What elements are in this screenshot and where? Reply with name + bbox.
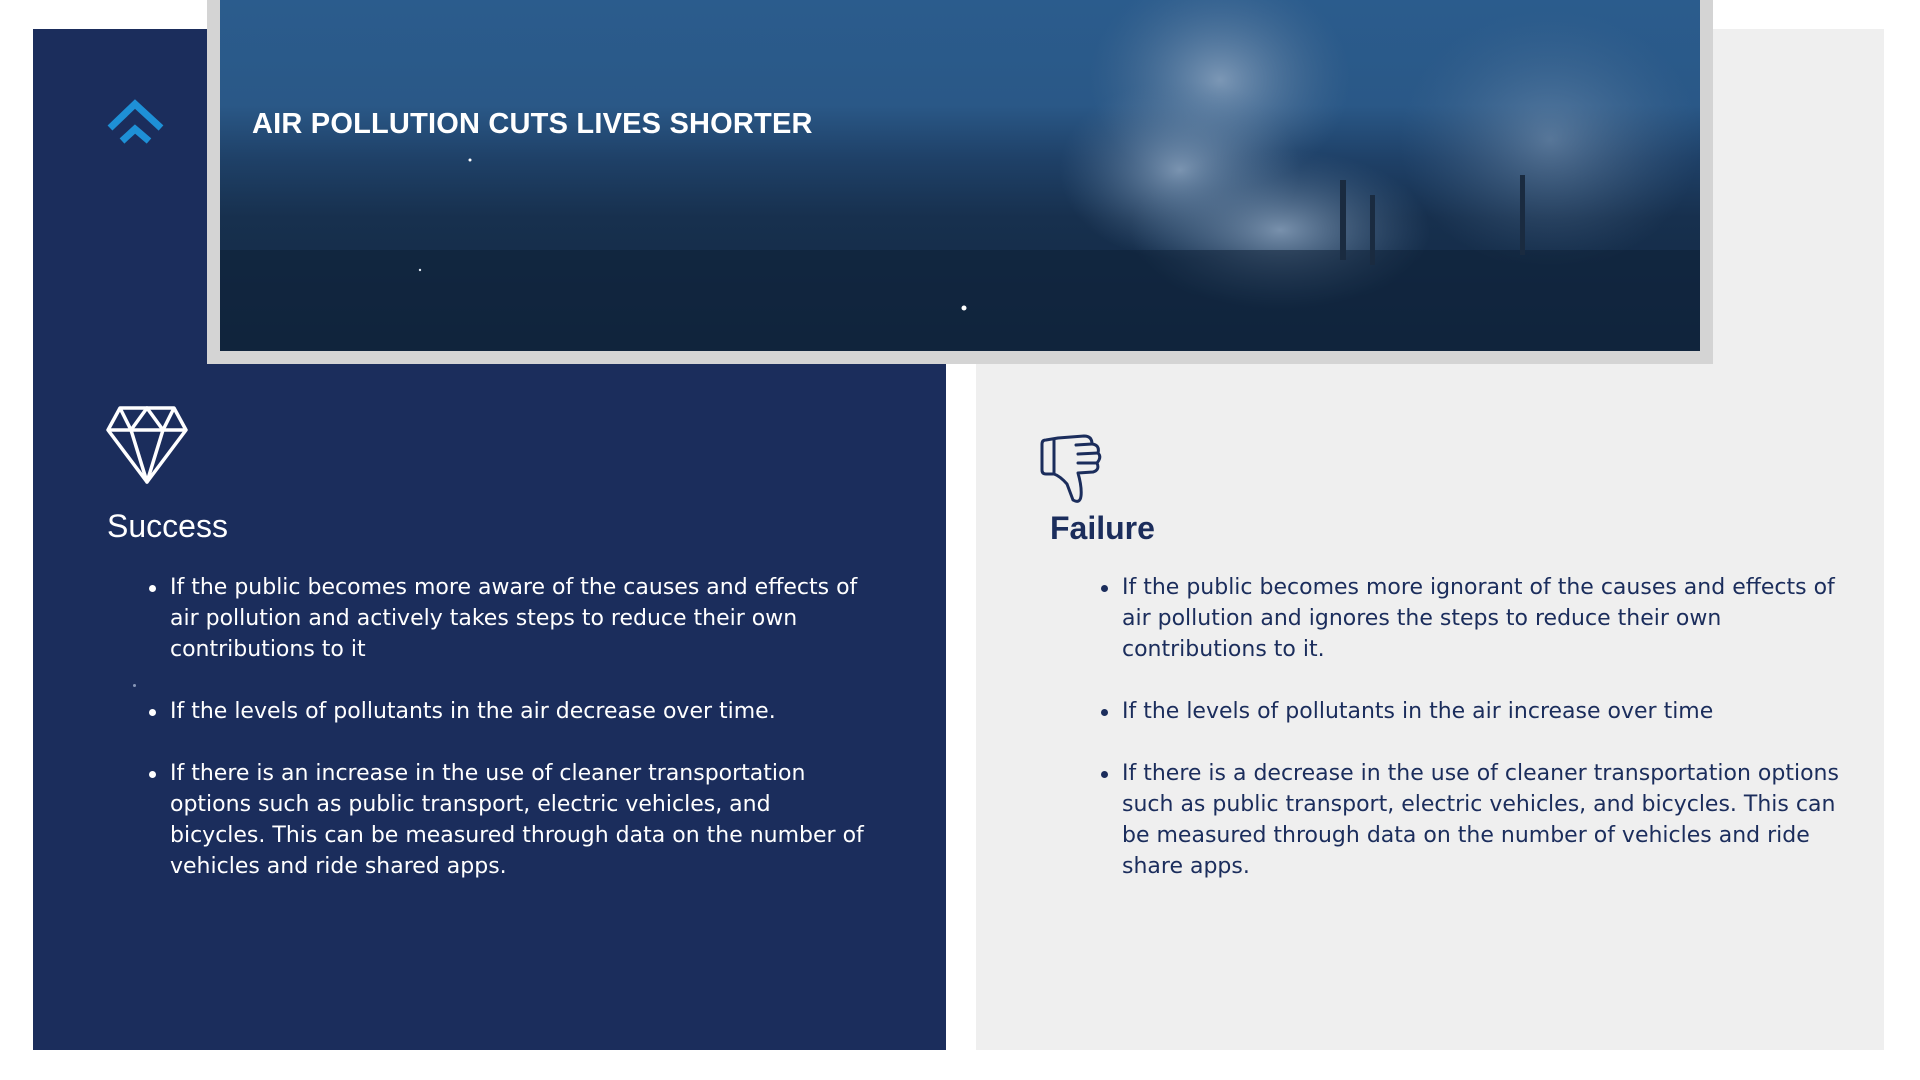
smoke-scene xyxy=(220,0,1700,351)
list-item: If there is an increase in the use of cleaner transportation options such as public transport, electric vehicles, and bicycles. This can be measured through data on the number of vehicles and ride shared apps. xyxy=(170,758,870,882)
pollution-photo xyxy=(220,0,1700,351)
list-item: If the levels of pollutants in the air increase over time xyxy=(1122,696,1842,727)
success-title: Success xyxy=(107,508,228,544)
banner-title: AIR POLLUTION CUTS LIVES SHORTER xyxy=(252,108,813,140)
double-chevron-up-icon xyxy=(106,98,166,148)
list-item: If the public becomes more aware of the causes and effects of air pollution and actively takes steps to reduce their own contributions to it xyxy=(170,572,870,665)
failure-title: Failure xyxy=(1050,510,1155,546)
list-item: If the public becomes more ignorant of the causes and effects of air pollution and ignores the steps to reduce their own contributions to it. xyxy=(1122,572,1842,665)
thumbs-down-icon xyxy=(1040,432,1102,506)
list-item: If there is a decrease in the use of cleaner transportation options such as public transport, electric vehicles, and bicycles. This can be measured through data on the number of vehicles and ride share apps. xyxy=(1122,758,1842,882)
banner-frame xyxy=(207,0,1713,364)
diamond-icon xyxy=(106,405,188,485)
success-points xyxy=(170,572,870,913)
failure-points xyxy=(1122,572,1842,913)
decorative-dot xyxy=(133,684,136,687)
list-item: If the levels of pollutants in the air decrease over time. xyxy=(170,696,870,727)
